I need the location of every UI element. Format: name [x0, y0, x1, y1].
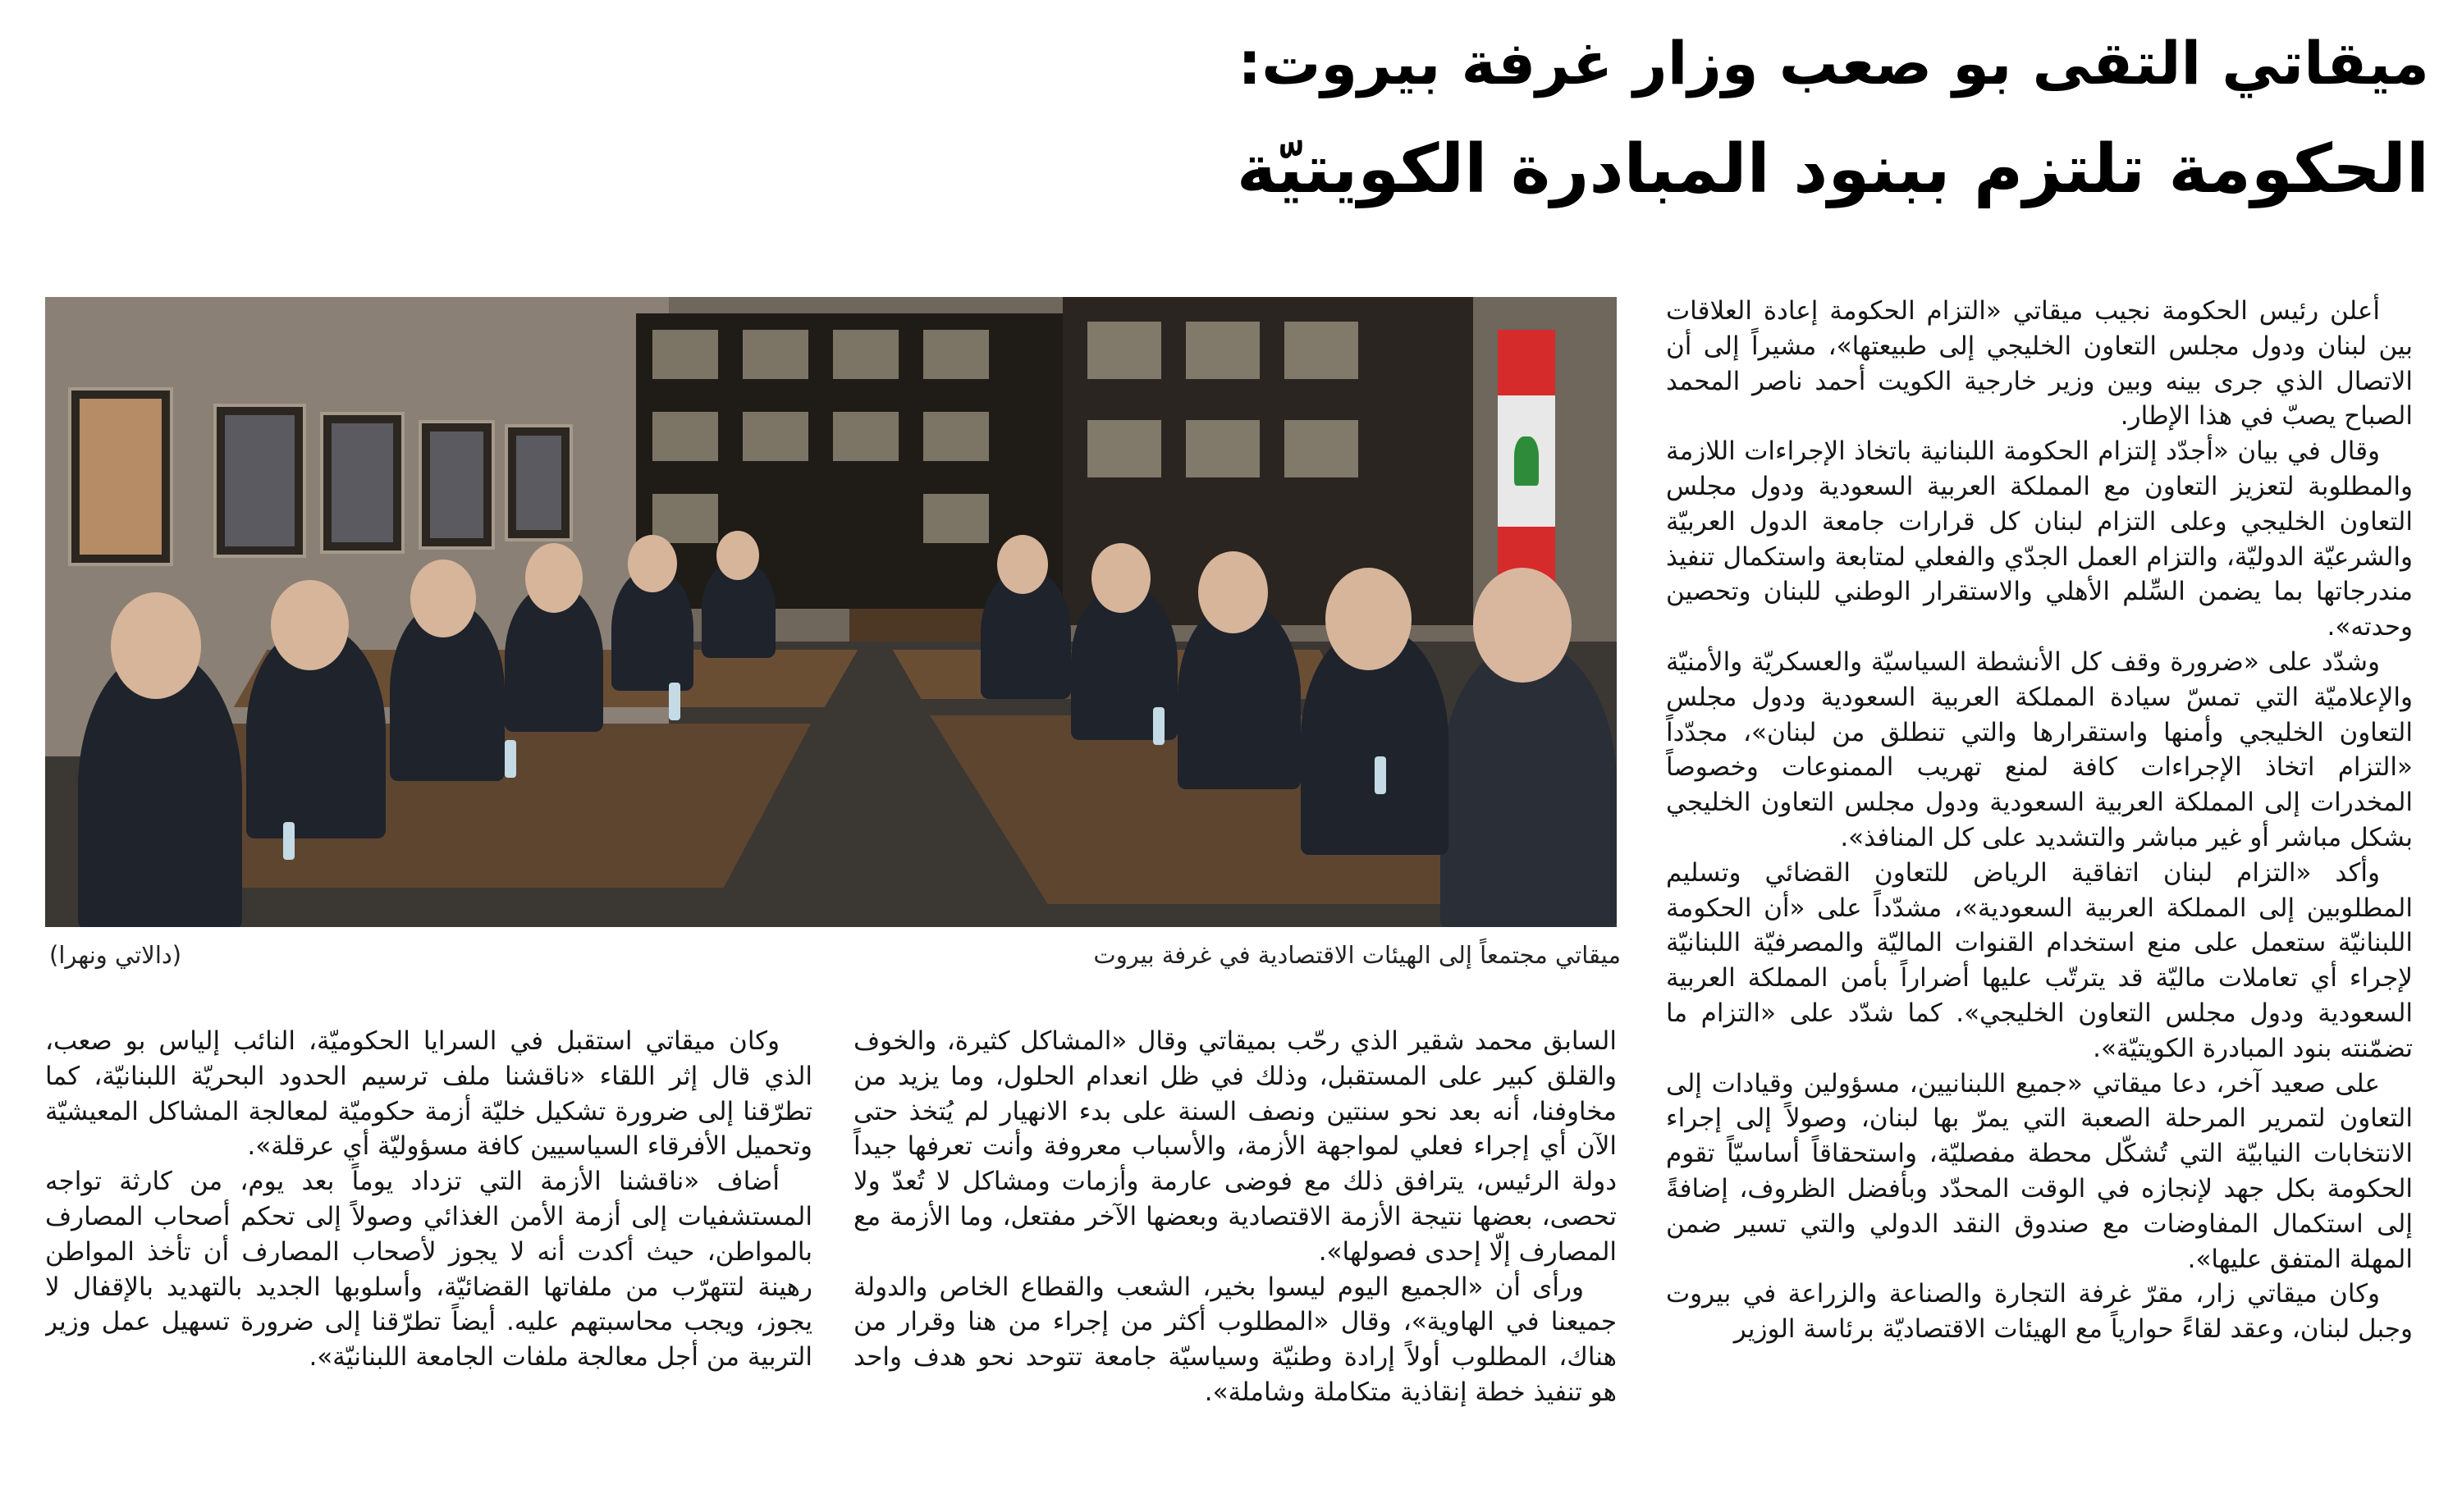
- column-left: [45, 1024, 812, 1491]
- paragraph: أعلن رئيس الحكومة نجيب ميقاتي «التزام الحكومة إعادة العلاقات بين لبنان ودول مجلس التعاون الخليجي إلى طبيعتها»، مشيراً إلى أن الاتصال الذي جرى بينه وبين وزير خارجية الكويت أحمد ناصر المحمد الصباح يصبّ في هذا الإطار.: [1666, 296, 2413, 432]
- meeting-photo: [45, 297, 1617, 927]
- paragraph: ورأى أن «الجميع اليوم ليسوا بخير، الشعب والقطاع الخاص والدولة جميعنا في الهاوية»، وقال «المطلوب أكثر من إجراء من هنا وقرار من هناك، المطلوب أولاً إرادة وطنيّة وسياسيّة جامعة تتوحد نحو هدف واحد هو تنفيذ خطة إنقاذية متكاملة وشاملة».: [853, 1272, 1617, 1407]
- paragraph: وأكد «التزام لبنان اتفاقية الرياض للتعاون القضائي وتسليم المطلوبين إلى المملكة العربية السعودية»، مشدّداً على «أن الحكومة اللبنانيّة ستعمل على منع استخدام القنوات الماليّة والمصرفيّة اللبنانيّة لإجراء أي تعاملات ماليّة قد يترتّب عليها أضراراً بأمن المملكة العربية السعودية ودول مجلس التعاون الخليجي». كما شدّد على «التزام ما تضمّنته بنود المبادرة الكويتيّة».: [1666, 857, 2413, 1063]
- paragraph: وكان ميقاتي استقبل في السرايا الحكوميّة، النائب إلياس بو صعب، الذي قال إثر اللقاء «ناقشنا ملف ترسيم الحدود البحريّة اللبنانيّة، كما تطرّقنا إلى ضرورة تشكيل خليّة أزمة حكوميّة لمعالجة المشاكل المعيشيّة وتحميل الأفرقاء السياسيين كافة مسؤوليّة أي عرقلة».: [45, 1026, 812, 1162]
- column-middle: [853, 1024, 1617, 1491]
- paragraph: السابق محمد شقير الذي رحّب بميقاتي وقال «المشاكل كثيرة، والخوف والقلق كبير على المستقبل، وذلك في ظل انعدام الحلول، وما يزيد من مخاوفنا، أنه بعد نحو سنتين ونصف السنة على بدء الانهيار لم يُتخذ حتى الآن أي إجراء فعلي لمواجهة الأزمة، والأسباب معروفة وأنت تعرفها جيداً دولة الرئيس، يترافق ذلك مع فوضى عارمة وأزمات ومشاكل لا تُعدّ ولا تحصى، بعضها نتيجة الأزمة الاقتصادية وبعضها الآخر مفتعل، وما الأزمة مع المصارف إلّا إحدى فصولها».: [853, 1026, 1617, 1267]
- photo-caption: ميقاتي مجتمعاً إلى الهيئات الاقتصادية في غرفة بيروت: [1093, 941, 1621, 969]
- paragraph: وكان ميقاتي زار، مقرّ غرفة التجارة والصناعة والزراعة في بيروت وجبل لبنان، وعقد لقاءً حوارياً مع الهيئات الاقتصاديّة برئاسة الوزير: [1666, 1279, 2413, 1345]
- headline-line-1: ميقاتي التقى بو صعب وزار غرفة بيروت:: [1238, 29, 2429, 98]
- paragraph: وقال في بيان «أجدّد إلتزام الحكومة اللبنانية باتخاذ الإجراءات اللازمة والمطلوبة لتعزيز التعاون مع المملكة العربية السعودية ودول مجلس التعاون الخليجي وعلى التزام لبنان كل قرارات جامعة الدول العربيّة والشرعيّة الدوليّة، والتزام العمل الجدّي والفعلي لمتابعة واستكمال تنفيذ مندرجاتها بما يضمن السِّلم الأهلي والاستقرار الوطني للبنان وتحصين وحدته».: [1666, 436, 2413, 642]
- photo-credit: (دالاتي ونهرا): [49, 941, 182, 969]
- paragraph: أضاف «ناقشنا الأزمة التي تزداد يوماً بعد يوم، من كارثة تواجه المستشفيات إلى أزمة الأمن الغذائي وصولاً إلى تحكم أصحاب المصارف بالمواطن، حيث أكدت أنه لا يجوز لأصحاب المصارف أن تأخذ المواطن رهينة لتتهرّب من ملفاتها القضائيّة، وأسلوبها الجديد بالتهديد بالإقفال لا يجوز، ويجب محاسبتهم عليه. أيضاً تطرّقنا إلى ضرورة تسهيل عمل وزير التربية من أجل معالجة ملفات الجامعة اللبنانيّة».: [45, 1167, 812, 1373]
- paragraph: على صعيد آخر، دعا ميقاتي «جميع اللبنانيين، مسؤولين وقيادات إلى التعاون لتمرير المرحلة الصعبة التي يمرّ بها لبنان، وصولاً إلى إجراء الانتخابات النيابيّة التي تُشكّل محطة مفصليّة، واستحقاقاً أساسيّاً تقوم الحكومة بكل جهد لإنجازه في الوقت المحدّد وبأفضل الظروف، إضافةً إلى استكمال المفاوضات مع صندوق النقد الدولي والتي تسير ضمن المهلة المتفق عليها».: [1666, 1068, 2413, 1274]
- headline-line-2: الحكومة تلتزم ببنود المبادرة الكويتيّة: [1236, 130, 2429, 208]
- column-right: [1666, 294, 2413, 1491]
- paragraph: وشدّد على «ضرورة وقف كل الأنشطة السياسيّة والعسكريّة والأمنيّة والإعلاميّة التي تمسّ سيادة المملكة العربية السعودية ودول مجلس التعاون الخليجي وأمنها واستقرارها والتي تنطلق من لبنان»، مجدّداً «التزام اتخاذ الإجراءات كافة لمنع تهريب الممنوعات وخصوصاً المخدرات إلى المملكة العربية السعودية ودول مجلس التعاون الخليجي بشكل مباشر أو غير مباشر والتشديد على كل المنافذ».: [1666, 646, 2413, 852]
